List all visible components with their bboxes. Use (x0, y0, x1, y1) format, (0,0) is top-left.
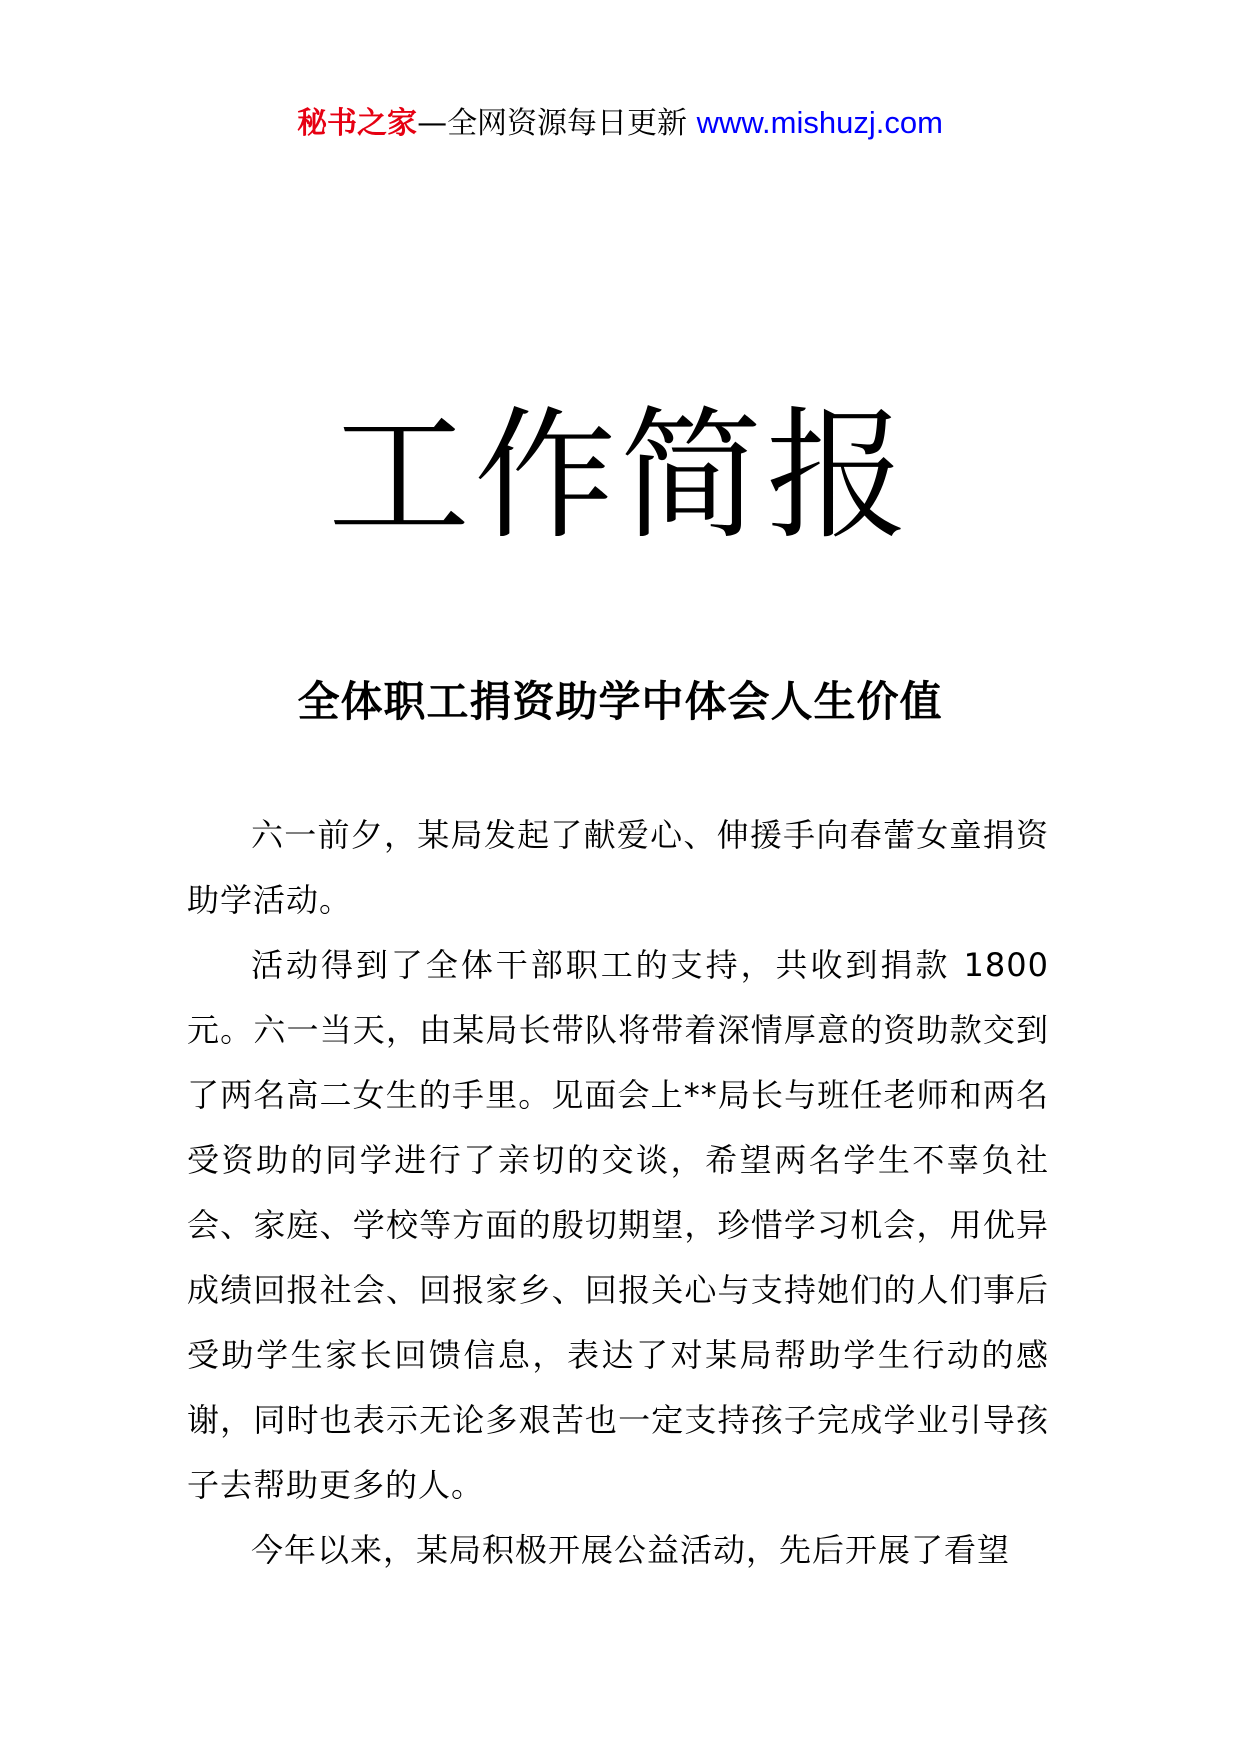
site-url-link[interactable]: www.mishuzj.com (696, 105, 943, 140)
paragraph: 今年以来，某局积极开展公益活动，先后开展了看望 (251, 1531, 1011, 1569)
paragraph: 六一前夕，某局发起了献爱心、伸援手向春蕾女童捐资助学活动。 (187, 816, 1049, 919)
site-header (0, 100, 1240, 147)
paragraph: 活动得到了全体干部职工的支持，共收到捐款 1800 元。六一当天，由某局长带队将带着深情厚意的资助款交到了两名高二女生的手里。见面会上**局长与班任老师和两名受资助的同学进行了亲切的交谈，希望两名学生不辜负社会、家庭、学校等方面的殷切期望，珍惜学习机会，用优异成绩回报社会、回报家乡、回报关心与支持她们的人们事后受助学生家长回馈信息，表达了对某局帮助学生行动的感谢，同时也表示无论多艰苦也一定支持孩子完成学业引导孩子去帮助更多的人。 (187, 946, 1049, 1504)
article-body (187, 803, 1049, 1583)
article-title: 全体职工捐资助学中体会人生价值 (297, 677, 943, 726)
document-title: 工作简报 (328, 394, 912, 559)
site-slogan: —全网资源每日更新 (417, 106, 688, 141)
site-brand: 秘书之家 (297, 106, 418, 141)
